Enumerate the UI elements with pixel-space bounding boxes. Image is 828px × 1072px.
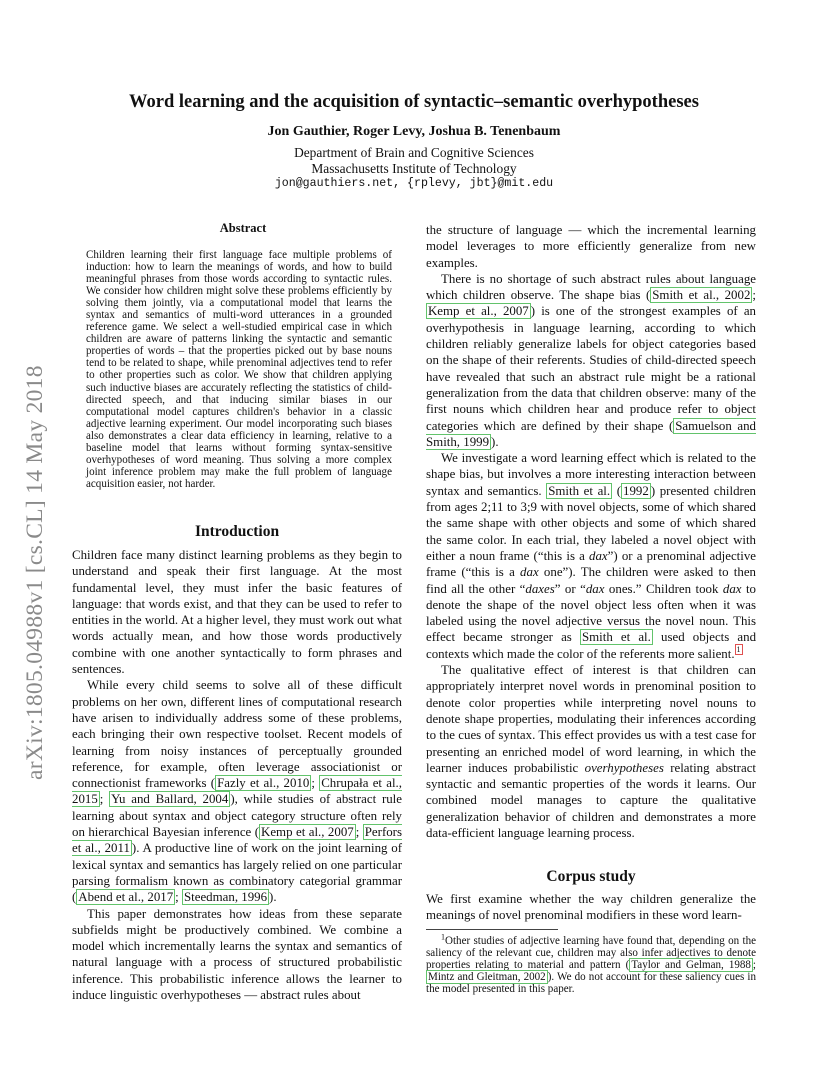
text-run: ), while studies of abstract rule learning about syntax and object category structure often rely on hierarchical Bayesian inference ( bbox=[72, 792, 402, 840]
novel-word: dax bbox=[722, 581, 742, 596]
left-column bbox=[72, 547, 402, 1003]
novel-word: dax bbox=[520, 565, 539, 580]
paper-title: Word learning and the acquisition of syntactic–semantic overhypotheses bbox=[129, 92, 699, 112]
department: Department of Brain and Cognitive Sciences bbox=[294, 145, 534, 160]
emphasis: overhypotheses bbox=[584, 760, 664, 775]
right-column bbox=[426, 222, 756, 841]
novel-word: dax bbox=[585, 581, 605, 596]
citation-link[interactable]: Kemp et al., 2007 bbox=[428, 304, 529, 319]
footnote-number: 1 bbox=[441, 932, 445, 942]
text-run: ; bbox=[311, 776, 320, 791]
right-paragraph-0: the structure of language — which the incremental learning model leverages to more efficiently generalize from new examples. bbox=[426, 223, 756, 270]
text-run: ones.” Children took bbox=[604, 581, 723, 596]
citation-link[interactable]: Yu and Ballard, 2004 bbox=[111, 792, 229, 807]
novel-word: dax bbox=[589, 548, 608, 563]
right-paragraph-2 bbox=[426, 450, 756, 662]
intro-paragraph-3: This paper demonstrates how ideas from these separate subfields might be productively combined. We combine a model which incrementally learns the syntax and semantics of natural language with a process of structured probabilistic inference. This probabilistic inference allows the learner to induce linguistic overhypotheses — abstract rules about bbox=[72, 906, 402, 1003]
citation-link[interactable]: Samuelson and Smith, 1999 bbox=[426, 418, 756, 449]
text-run: While every child seems to solve all of these difficult problems on her own, different lines of computational research have arisen to individually address some of these problems, each bringing their own respective toolset. Recent models of learning from noisy instances of perceptually grounded reference, for example, often leverage associationist or connectionist frameworks ( bbox=[72, 678, 402, 791]
corpus-study-heading: Corpus study bbox=[546, 868, 636, 885]
text-run: ) is one of the strongest examples of an overhypothesis in language learning, according to which children reliably generalize labels for object categories based on the shape of their referents. Studies of child-directed speech have revealed that such an abstract rule might be a rational generalization from the data that children observe: many of the first nouns which children hear and produce refer to object categories which are defined by their shape ( bbox=[426, 304, 756, 433]
text-run: ; bbox=[355, 825, 363, 840]
text-run: ; bbox=[175, 890, 182, 905]
text-run: used objects and contexts which made the color of the referents more salient. bbox=[426, 630, 757, 661]
arxiv-sidebar bbox=[16, 260, 46, 780]
right-paragraph-1 bbox=[426, 271, 756, 450]
footnote-link[interactable]: 1 bbox=[736, 645, 741, 655]
citation-link[interactable]: Smith et al. bbox=[548, 483, 611, 498]
text-run: ( bbox=[612, 483, 622, 498]
institution: Massachusetts Institute of Technology bbox=[311, 161, 517, 176]
footnote-divider bbox=[426, 929, 558, 930]
text-run: There is no shortage of such abstract rules about language which children observe. The shape bias ( bbox=[426, 271, 756, 303]
text-run: to denote the shape of the novel object less often when it was labeled using the novel adjective versus the novel noun. This effect became stronger as bbox=[426, 581, 756, 645]
citation-link[interactable]: Abend et al., 2017 bbox=[78, 890, 174, 905]
text-run: ” or “ bbox=[554, 581, 586, 596]
abstract-text: Children learning their first language face multiple problems of induction: how to learn the meanings of words, and how to build meaningful phrases from those words according to syntactic rules. We consider how children might solve these problems efficiently by solving them jointly, via a computational model that learns the syntax and semantics of multi-word utterances in a grounded reference game. We select a well-studied empirical case in which children are aware of patterns linking the syntactic and semantic properties of words – that the properties picked out by base nouns tend to be related to shape, while prenominal adjectives tend to refer to other properties such as color. We show that children applying such inductive biases are accurately reflecting the statistics of child-directed speech, and that inducing similar biases in our computational model captures children's behavior in a classic adjective learning experiment. Our model incorporating such biases also demonstrates a clear data efficiency in learning, relative to a baseline model that learns without forming syntax-sensitive overhypotheses of word meaning. Thus solving a more complex joint inference problem may make the full problem of language acquisition easier, not harder. bbox=[86, 249, 392, 490]
novel-word: daxes bbox=[525, 581, 555, 596]
text-run: ; bbox=[752, 959, 756, 972]
author-emails: jon@gauthiers.net, {rplevy, jbt}@mit.edu bbox=[274, 177, 554, 190]
citation-link[interactable]: Perfors et al., 2011 bbox=[72, 825, 402, 856]
citation-link[interactable]: Smith et al. bbox=[581, 630, 651, 645]
text-run: ”) or a prenominal adjective frame (“this is a bbox=[426, 548, 756, 580]
arxiv-identifier: arXiv:1805.04988v1 [cs.CL] 14 May 2018 bbox=[22, 365, 48, 780]
text-run: Other studies of adjective learning have found that, depending on the saliency of the relevant cue, children may also infer adjectives to denote properties relating to material and pattern ( bbox=[426, 935, 756, 972]
citation-link[interactable]: Taylor and Gelman, 1988 bbox=[631, 959, 751, 972]
citation-link[interactable]: Steedman, 1996 bbox=[183, 890, 268, 905]
citation-link[interactable]: Smith et al., 2002 bbox=[652, 288, 751, 303]
text-run: ; bbox=[752, 288, 756, 303]
right-paragraph-3 bbox=[426, 662, 756, 841]
citation-link[interactable]: Fazly et al., 2010 bbox=[217, 776, 310, 791]
text-run: relating abstract syntactic and semantic properties of the words it learns. Our combined model manages to capture the qualitative generalization behavior of children and demonstrates a more data-efficient language learning process. bbox=[426, 760, 756, 840]
text-run: ) presented children from ages 2;11 to 3;9 with novel objects, some of which shared the same shape with other objects and some of which shared the same color. In each trial, they labeled a novel object with either a noun frame (“this is a bbox=[426, 483, 756, 563]
text-run: ; bbox=[99, 792, 110, 807]
text-run: ). A productive line of work on the joint learning of lexical syntax and semantics has largely relied on one particular parsing formalism known as combinatory categorial grammar ( bbox=[72, 841, 402, 905]
citation-link[interactable]: Mintz and Gleitman, 2002 bbox=[428, 971, 546, 984]
intro-paragraph-2 bbox=[72, 677, 402, 905]
citation-link[interactable]: Kemp et al., 2007 bbox=[261, 825, 354, 840]
text-run: ). bbox=[491, 434, 499, 449]
text-run: one”). The children were asked to then find all the other “ bbox=[426, 565, 756, 596]
author-list: Jon Gauthier, Roger Levy, Joshua B. Tenenbaum bbox=[267, 124, 561, 139]
citation-link[interactable]: Chrupała et al., 2015 bbox=[72, 776, 402, 807]
text-run: ). bbox=[269, 890, 277, 905]
text-run: ). We do not account for these saliency cues in the model presented in this paper. bbox=[426, 971, 757, 996]
introduction-heading: Introduction bbox=[194, 523, 280, 540]
footnote-1 bbox=[426, 932, 757, 996]
citation-link[interactable]: 1992 bbox=[623, 483, 649, 498]
text-run: We investigate a word learning effect which is related to the shape bias, but involves a more interesting interaction between syntax and semantics. bbox=[426, 451, 756, 498]
text-run: The qualitative effect of interest is that children can appropriately interpret novel words in prenominal position to denote color properties while interpreting novel nouns to denote shape properties, modulating their inferences according to the cues of syntax. This effect provides us with a test case for presenting an enriched model of word learning, in which the learner induces probabilistic bbox=[426, 663, 756, 775]
corpus-study-text bbox=[426, 891, 756, 924]
intro-paragraph-1: Children face many distinct learning problems as they begin to understand and speak their first language. At the most fundamental level, they must infer the basic features of language: that words exist, and that they can be used to refer to entities in the world. At a higher level, they must work out what words actually mean, and how those words productively combine with one another syntactically to form phrases and sentences. bbox=[72, 548, 402, 677]
corpus-paragraph-1: We first examine whether the way children generalize the meanings of novel prenominal modifiers in these word learn- bbox=[426, 892, 756, 923]
abstract-heading: Abstract bbox=[219, 221, 267, 235]
